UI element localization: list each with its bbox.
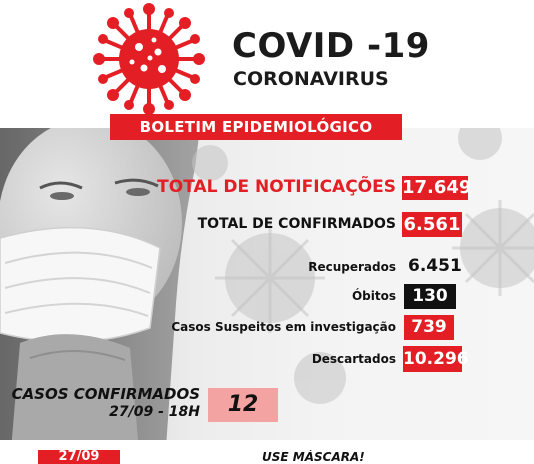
recuperados-value: 6.451 xyxy=(408,256,462,276)
descartados-label: Descartados xyxy=(311,352,396,366)
recuperados-label: Recuperados xyxy=(308,260,396,274)
coronavirus-icon xyxy=(92,2,206,116)
confirmados-value: 6.561 xyxy=(403,214,461,235)
obitos-label: Óbitos xyxy=(351,289,396,303)
daily-confirmed-date: 27/09 - 18H xyxy=(109,404,200,420)
confirmados-label: TOTAL DE CONFIRMADOS xyxy=(197,216,396,232)
page-title: COVID -19 xyxy=(232,26,430,66)
daily-confirmed-label: CASOS CONFIRMADOS xyxy=(11,385,200,403)
footer-strip xyxy=(0,440,534,462)
footer-date-tag: 27/09 xyxy=(38,450,120,464)
daily-confirmed-value: 12 xyxy=(208,388,278,422)
notificacoes-value: 17.649 xyxy=(402,177,472,198)
suspeitos-value: 739 xyxy=(404,315,454,340)
descartados-value: 10.296 xyxy=(403,346,462,372)
notificacoes-label: TOTAL DE NOTIFICAÇÕES xyxy=(157,177,396,197)
page-subtitle: CORONAVIRUS xyxy=(233,68,389,90)
footer-mask-text: USE MÁSCARA! xyxy=(262,450,365,462)
bulletin-banner: BOLETIM EPIDEMIOLÓGICO xyxy=(110,114,402,140)
obitos-value: 130 xyxy=(404,284,456,309)
header xyxy=(0,0,534,122)
suspeitos-label: Casos Suspeitos em investigação xyxy=(171,320,396,334)
